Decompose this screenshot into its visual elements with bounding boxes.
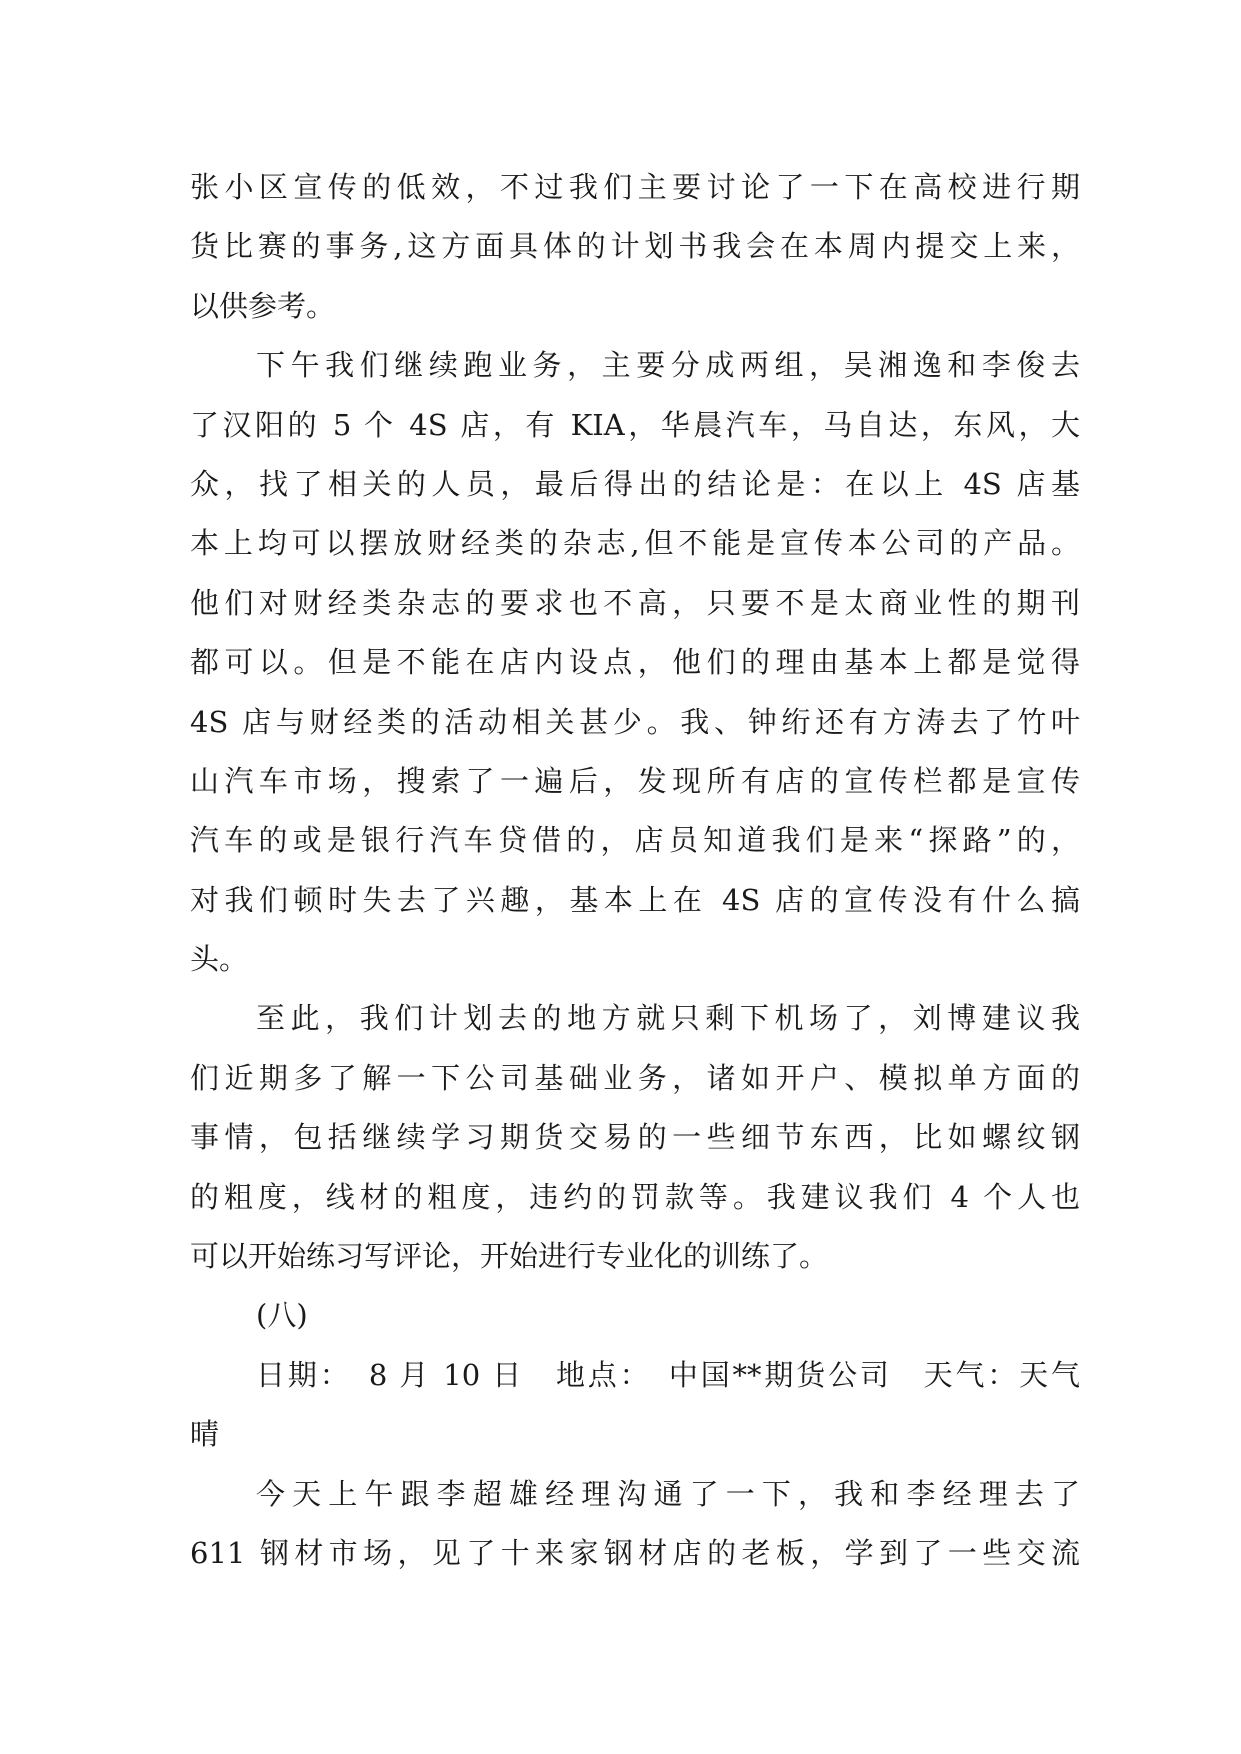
text-line: 众，找了相关的人员，最后得出的结论是：在以上 4S 店基 [190,466,1080,501]
text-line: 了汉阳的 5 个 4S 店，有 KIA，华晨汽车，马自达，东风，大 [190,407,1080,442]
text-line: 们近期多了解一下公司基础业务，诸如开户、模拟单方面的 [190,1060,1080,1095]
text-line: 可以开始练习写评论，开始进行专业化的训练了。 [190,1239,829,1274]
text-line: 都可以。但是不能在店内设点，他们的理由基本上都是觉得 [190,645,1080,680]
text-line: 他们对财经类杂志的要求也不高，只要不是太商业性的期刊 [190,585,1080,620]
text-line: 事情，包括继续学习期货交易的一些细节东西，比如螺纹钢 [190,1120,1080,1155]
body-text [190,158,1080,1583]
text-line: 对我们顿时失去了兴趣，基本上在 4S 店的宣传没有什么搞 [190,882,1080,917]
text-line: 今天上午跟李超雄经理沟通了一下，我和李经理去了 [256,1476,1080,1511]
text-line: 日期： 8 月 10 日 地点： 中国**期货公司 天气：天气 [256,1357,1080,1392]
text-line: 本上均可以摆放财经类的杂志,但不能是宣传本公司的产品。 [190,526,1080,561]
text-line: 汽车的或是银行汽车贷借的，店员知道我们是来“探路”的， [190,823,1080,858]
text-line: 下午我们继续跑业务，主要分成两组，吴湘逸和李俊去 [256,348,1080,383]
text-line: 至此，我们计划去的地方就只剩下机场了，刘博建议我 [256,1001,1080,1036]
text-line: 611 钢材市场，见了十来家钢材店的老板，学到了一些交流 [190,1535,1080,1570]
text-line: 货比赛的事务,这方面具体的计划书我会在本周内提交上来， [190,229,1080,264]
text-line: (八) [256,1298,308,1333]
text-line: 头。 [190,942,249,977]
text-line: 山汽车市场，搜索了一遍后，发现所有店的宣传栏都是宣传 [190,763,1080,798]
text-line: 以供参考。 [190,288,336,323]
text-line: 4S 店与财经类的活动相关甚少。我、钟绗还有方涛去了竹叶 [190,704,1080,739]
text-line: 的粗度，线材的粗度，违约的罚款等。我建议我们 4 个人也 [190,1179,1080,1214]
text-line: 晴 [190,1417,220,1452]
text-line: 张小区宣传的低效，不过我们主要讨论了一下在高校进行期 [190,170,1080,204]
